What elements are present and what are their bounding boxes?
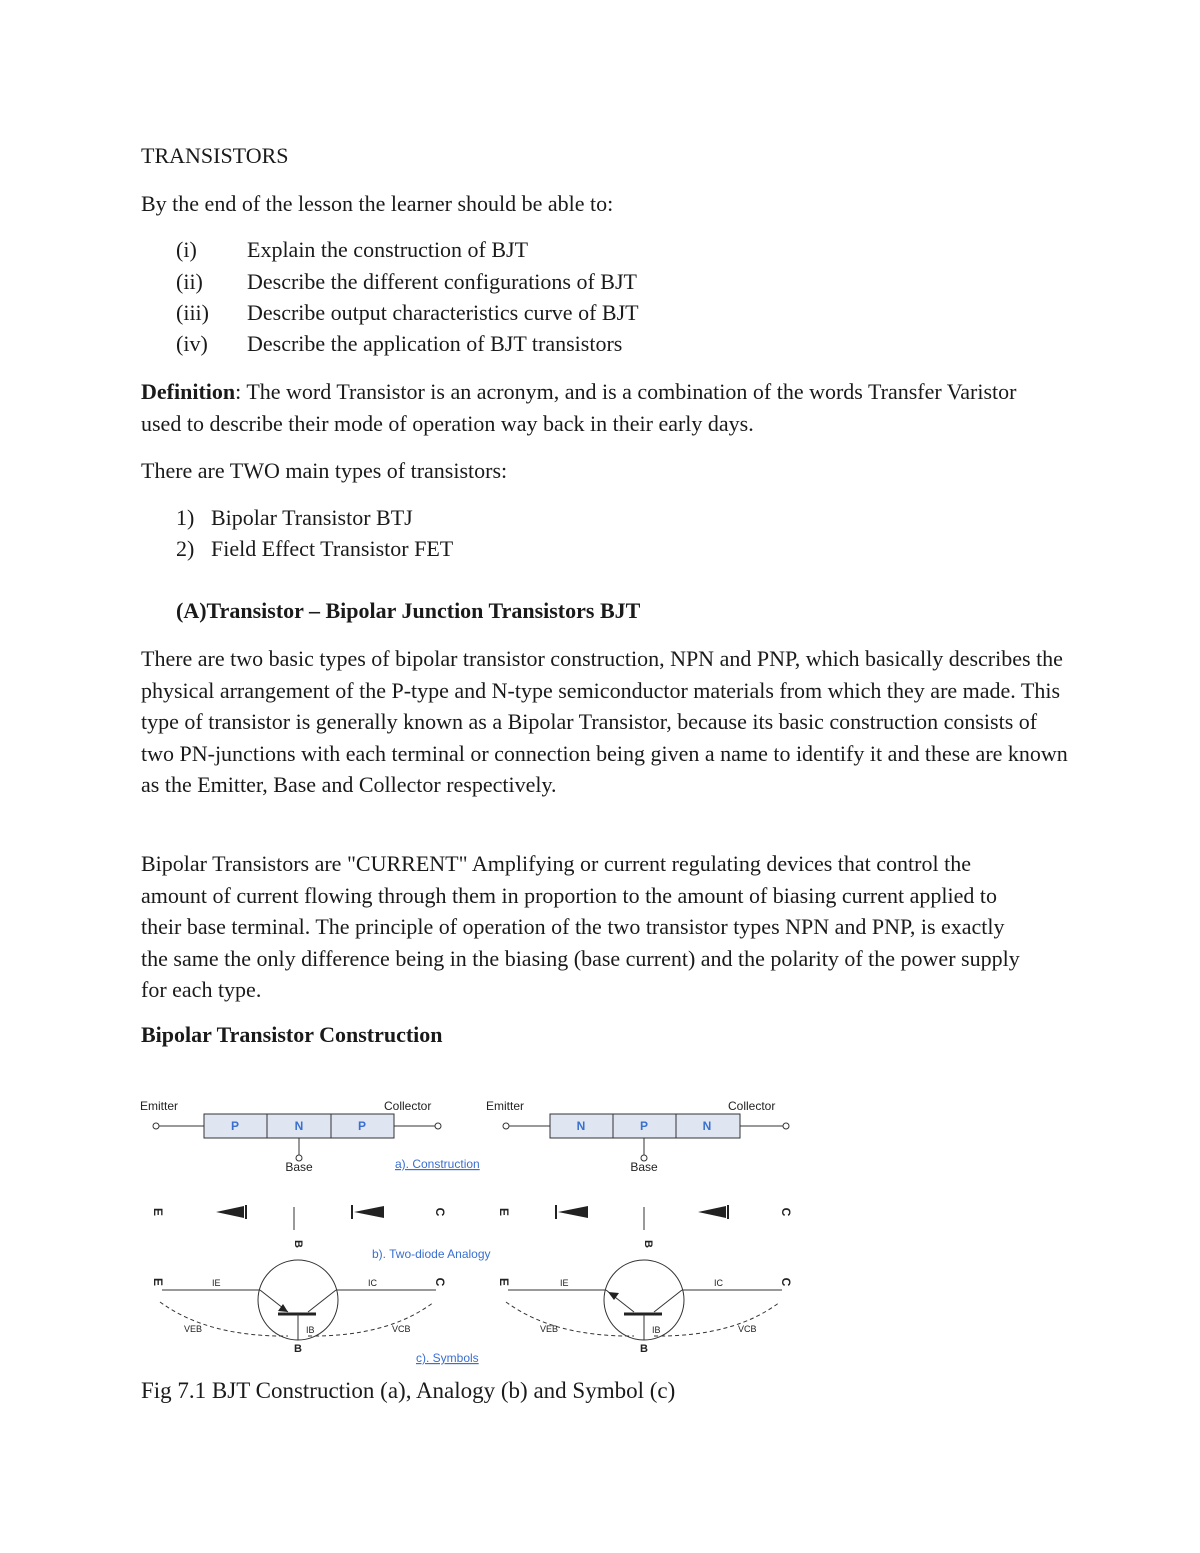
definition-label: Definition	[141, 379, 236, 404]
pnp-emitter-label: Emitter	[140, 1099, 179, 1113]
npn-symbol-c-label: C	[779, 1277, 793, 1287]
npn-symbol-e-label: E	[497, 1277, 511, 1287]
types-intro: There are TWO main types of transistors:	[141, 458, 508, 483]
pnp-ic-label: IC	[368, 1278, 377, 1288]
figure-caption: Fig 7.1 BJT Construction (a), Analogy (b) and Symbol (c)	[141, 1378, 676, 1403]
npn-emitter-label: Emitter	[486, 1099, 525, 1113]
objective-number: (iv)	[176, 331, 208, 356]
npn-vcb-arc	[654, 1302, 780, 1336]
objective-item	[176, 266, 637, 297]
objective-item	[176, 297, 639, 328]
type-number: 2)	[176, 536, 195, 561]
pnp-analogy-e-label: E	[151, 1207, 165, 1217]
type-item	[176, 502, 413, 533]
pnp-veb-arc	[160, 1302, 288, 1336]
type-item	[176, 533, 453, 564]
npn-symbol-collector-line	[654, 1290, 682, 1312]
objective-number: (iii)	[176, 300, 209, 325]
npn-emitter-terminal	[503, 1123, 509, 1129]
type-text: Bipolar Transistor BTJ	[211, 505, 413, 530]
npn-veb-arc	[506, 1302, 634, 1336]
objective-number: (i)	[176, 237, 197, 262]
objective-text: Describe the application of BJT transistors	[247, 331, 623, 356]
pnp-symbol-e-label: E	[151, 1277, 165, 1287]
paragraph-construction-types: There are two basic types of bipolar transistor construction, NPN and PNP, which basically describes the physical arrangement of the P-type and N-type semiconductor materials from which they are made. This type of transistor is generally known as a Bipolar Transistor, because its basic construction consists of two PN-junctions with each terminal or connection being given a name to identify it and these are known as the Emitter, Base and Collector respectively.	[141, 646, 1068, 797]
figure-label-b: b). Two-diode Analogy	[372, 1247, 491, 1261]
type-number: 1)	[176, 505, 195, 530]
npn-layer-label: N	[576, 1119, 586, 1133]
document-title: TRANSISTORS	[141, 143, 289, 168]
pnp-vcb-arc	[308, 1302, 434, 1336]
pnp-layer-label: P	[230, 1119, 240, 1133]
definition-paragraph	[141, 376, 1041, 439]
npn-collector-label: Collector	[728, 1099, 776, 1113]
objective-number: (ii)	[176, 269, 203, 294]
pnp-diode-reverse-icon	[354, 1206, 384, 1218]
npn-analogy-b-label: B	[642, 1240, 654, 1248]
npn-ie-label: IE	[560, 1278, 569, 1288]
construction-heading: Bipolar Transistor Construction	[141, 1022, 443, 1047]
pnp-symbol-b-label: B	[294, 1343, 302, 1355]
pnp-vcb-label: VCB	[392, 1324, 411, 1334]
npn-base-label: Base	[630, 1160, 658, 1174]
pnp-diode-forward-icon	[216, 1206, 244, 1218]
npn-ic-label: IC	[714, 1278, 723, 1288]
objectives-intro: By the end of the lesson the learner should be able to:	[141, 191, 614, 216]
npn-veb-label: VEB	[540, 1324, 559, 1334]
pnp-base-label: Base	[285, 1160, 313, 1174]
npn-collector-terminal	[783, 1123, 789, 1129]
npn-layer-label: N	[702, 1119, 712, 1133]
npn-layer-label: P	[639, 1119, 649, 1133]
section-heading: (A)Transistor – Bipolar Junction Transistors BJT	[176, 598, 641, 623]
definition-text: : The word Transistor is an acronym, and is a combination of the words Transfer Varistor used to describe their mode of operation way back in their early days.	[141, 379, 1017, 436]
pnp-layer-label: N	[294, 1119, 304, 1133]
npn-diode-reverse-icon	[558, 1206, 588, 1218]
objective-text: Explain the construction of BJT	[247, 237, 529, 262]
figure-label-a: a). Construction	[395, 1157, 480, 1171]
objective-item	[176, 234, 528, 265]
objective-text: Describe the different configurations of BJT	[247, 269, 637, 294]
pnp-ie-label: IE	[212, 1278, 221, 1288]
pnp-collector-terminal	[435, 1123, 441, 1129]
figure-label-c: c). Symbols	[416, 1351, 479, 1365]
pnp-layer-label: P	[357, 1119, 367, 1133]
npn-vcb-label: VCB	[738, 1324, 757, 1334]
npn-symbol-b-label: B	[640, 1343, 648, 1355]
pnp-analogy-c-label: C	[433, 1207, 447, 1217]
npn-diode-forward-icon	[698, 1206, 726, 1218]
pnp-ib-label: IB	[306, 1325, 315, 1335]
paragraph-current-amplifying: Bipolar Transistors are "CURRENT" Amplifying or current regulating devices that control the amount of current flowing through them in proportion to the amount of biasing current applied to their base terminal. The principle of operation of the two transistor types NPN and PNP, is exactly the same the only difference being in the biasing (base current) and the polarity of the power supply for each type.	[141, 851, 1020, 1002]
objective-text: Describe output characteristics curve of BJT	[247, 300, 639, 325]
pnp-symbol-c-label: C	[433, 1277, 447, 1287]
pnp-analogy-b-label: B	[292, 1240, 304, 1248]
pnp-veb-label: VEB	[184, 1324, 203, 1334]
bjt-figure	[138, 1092, 818, 1374]
npn-analogy-e-label: E	[497, 1207, 511, 1217]
pnp-collector-label: Collector	[384, 1099, 432, 1113]
pnp-symbol-collector-line	[308, 1290, 336, 1312]
npn-ib-label: IB	[652, 1325, 661, 1335]
type-text: Field Effect Transistor FET	[211, 536, 454, 561]
pnp-emitter-terminal	[153, 1123, 159, 1129]
npn-analogy-c-label: C	[779, 1207, 793, 1217]
objective-item	[176, 328, 622, 359]
